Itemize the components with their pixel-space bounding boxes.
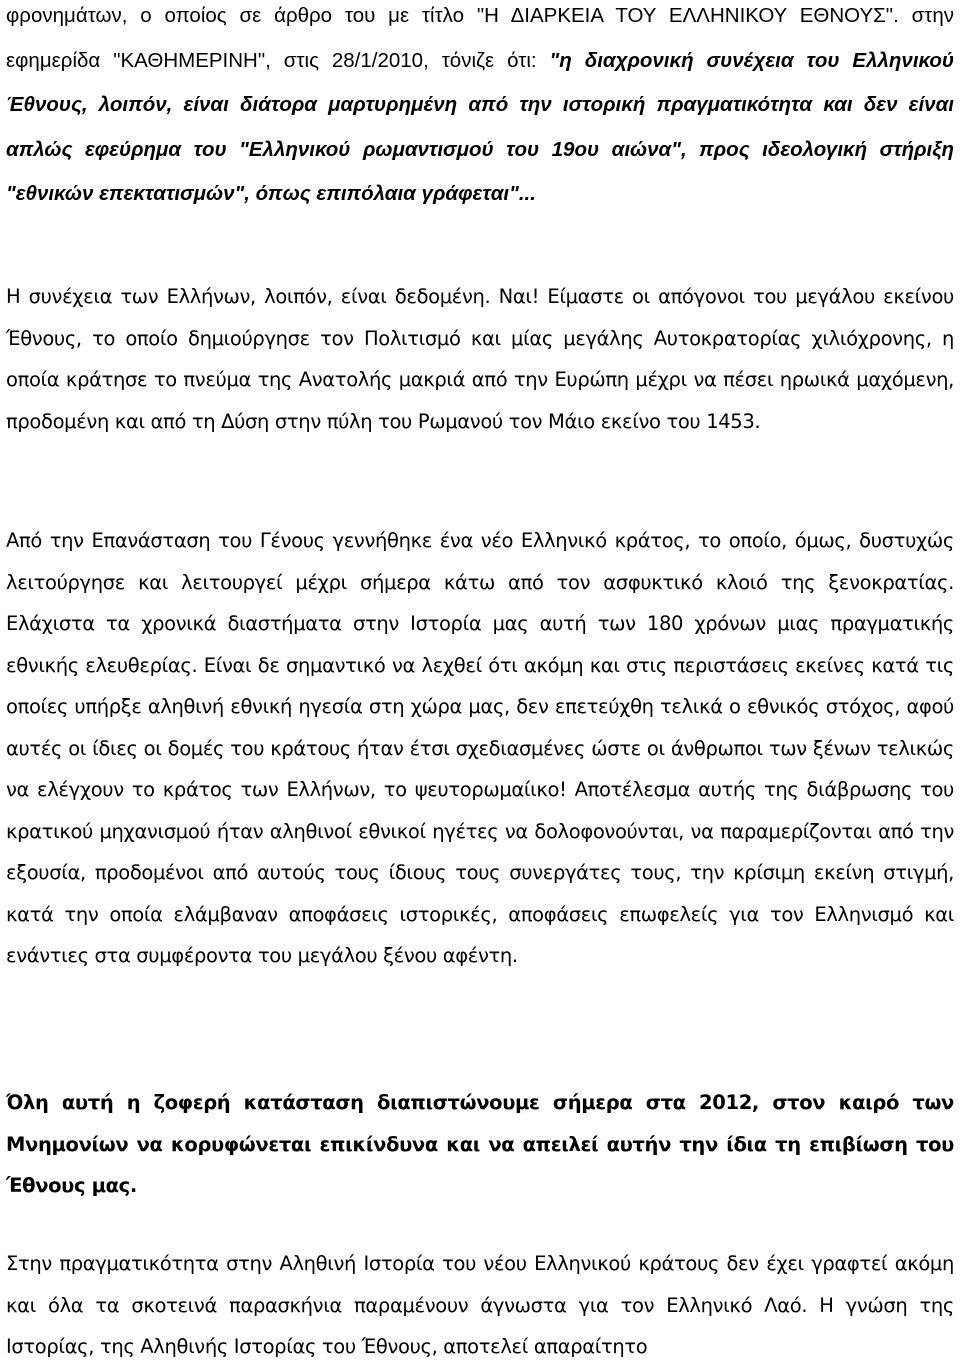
paragraph-quote-kathimerini	[6, 0, 954, 217]
paragraph-true-history: Στην πραγματικότητα στην Αληθινή Ιστορία του νέου Ελληνικού κράτους δεν έχει γραφτεί ακόμη και όλα τα σκοτεινά παρασκήνια παραμένουν άγνωστα για τον Ελληνικό Λαό. Η γνώση της Ιστορίας, της Αληθινής Ιστορίας του Έθνους, αποτελεί απαραίτητο	[6, 1252, 954, 1358]
paragraph-bold-memoranda: Όλη αυτή η ζοφερή κατάσταση διαπιστώνουμε σήμερα στα 2012, στον καιρό των Μνημονίων να κορυφώνεται επικίνδυνα και να απειλεί αυτήν την ίδια τη επιβίωση του Έθνους μας.	[6, 1091, 954, 1197]
paragraph-revolution: Από την Επανάσταση του Γένους γεννήθηκε ένα νέο Ελληνικό κράτος, το οποίο, όμως, δυστυχώς λειτούργησε και λειτουργεί μέχρι σήμερα κάτω από τον ασφυκτικό κλοιό της ξενοκρατίας. Ελάχιστα τα χρονικά διαστήματα στην Ιστορία μας αυτή των 180 χρόνων μιας πραγματικής εθνικής ελευθερίας. Είναι δε σημαντικό να λεχθεί ότι ακόμη και στις περιστάσεις εκείνες κατά τις οποίες υπήρξε αληθινή εθνική ηγεσία στη χώρα μας, δεν επετεύχθη τελικά ο εθνικός στόχος, αφού αυτές οι ίδιες οι δομές του κράτους ήταν έτσι σχεδιασμένες ώστε οι άνθρωποι των ξένων τελικώς να ελέγχουν το κράτος των Ελλήνων, το ψευτορωμαίικο! Αποτέλεσμα αυτής της διάβρωσης του κρατικού μηχανισμού ήταν αληθινοί εθνικοί ηγέτες να δολοφονούνται, να παραμερίζονται από την εξουσία, προδομένοι από αυτούς τους ίδιους τους συνεργάτες τους, την κρίσιμη εκείνη στιγμή, κατά την οποία ελάμβαναν αποφάσεις ιστορικές, αποφάσεις επωφελείς για τον Ελληνισμό και ενάντιες στα συμφέροντα του μεγάλου ξένου αφέντη.	[6, 529, 954, 967]
italic-quote: "η διαχρονική συνέχεια του Ελληνικού Έθνους, λοιπόν, είναι διάτορα μαρτυρημένη από την ιστορική πραγματικότητα και δεν είναι απλώς εφεύρημα του "Ελληνικού ρωμαντισμού του 19ου αιώνα", προς ιδεολογική στήριξη "εθνικών επεκτατισμών", όπως επιπόλαια γράφεται"...	[6, 48, 954, 205]
paragraph-lead-text: φρονημάτων, ο οποίος σε άρθρο του με τίτλο "Η ΔΙΑΡΚΕΙΑ ΤΟΥ ΕΛΛΗΝΙΚΟΥ ΕΘΝΟΥΣ". στην εφημερίδα "ΚΑΘΗΜΕΡΙΝΗ", στις 28/1/2010, τόνιζε ότι:	[6, 4, 954, 72]
paragraph-continuity: Η συνέχεια των Ελλήνων, λοιπόν, είναι δεδομένη. Ναι! Είμαστε οι απόγονοι του μεγάλου εκείνου Έθνους, το οποίο δημιούργησε τον Πολιτισμό και μίας μεγάλης Αυτοκρατορίας χιλιόχρονης, η οποία κράτησε το πνεύμα της Ανατολής μακριά από την Ευρώπη μέχρι να πέσει ηρωικά μαχόμενη, προδομένη και από τη Δύση στην πύλη του Ρωμανού τον Μάιο εκείνο του 1453.	[6, 285, 954, 433]
